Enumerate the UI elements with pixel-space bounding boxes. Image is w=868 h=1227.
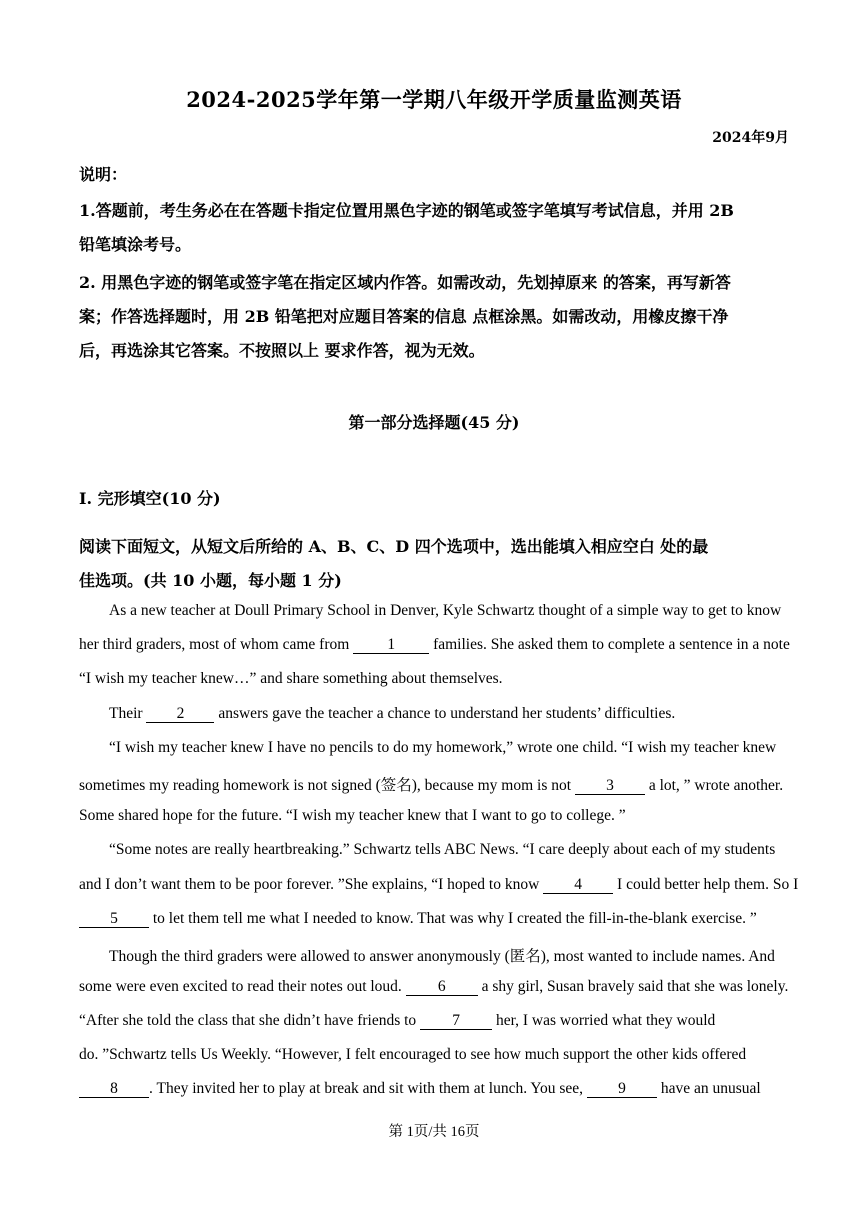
answer-blank: 8 xyxy=(79,1081,149,1098)
passage-line xyxy=(79,910,791,928)
passage-line xyxy=(79,739,791,757)
passage-text: families. She asked them to complete a sentence in a note xyxy=(429,636,790,653)
passage-line xyxy=(79,670,791,688)
passage-text: Though the third graders were allowed to answer anonymously (匿名), most wanted to include names. And xyxy=(109,948,775,965)
part-one-title: 第一部分选择题(45 分) xyxy=(348,413,520,432)
passage-line xyxy=(79,978,791,996)
passage-text: “Some notes are really heartbreaking.” Schwartz tells ABC News. “I care deeply about each of my students xyxy=(109,841,776,858)
passage-text: to let them tell me what I needed to know. That was why I created the fill-in-the-blank exercise. ” xyxy=(149,910,757,927)
instruction-line: 案；作答选择题时，用 2B 铅笔把对应题目答案的信息 点框涂黑。如需改动，用橡皮擦干净 xyxy=(79,307,729,326)
passage-text: I could better help them. So I xyxy=(613,876,799,893)
passage-line xyxy=(79,944,791,966)
passage-text: a shy girl, Susan bravely said that she was lonely. xyxy=(477,978,789,995)
answer-blank: 5 xyxy=(79,911,149,928)
passage-line xyxy=(79,807,791,825)
exam-date: 2024年9月 xyxy=(712,130,789,146)
passage-text: have an unusual xyxy=(656,1080,761,1097)
passage-text: Some shared hope for the future. “I wish my teacher knew that I want to go to college. ” xyxy=(79,807,626,824)
passage-text: sometimes my reading homework is not signed (签名), because my mom is not xyxy=(79,777,575,794)
passage-text: “After she told the class that she didn’t have friends to xyxy=(79,1012,421,1029)
answer-blank: 1 xyxy=(353,637,429,654)
passage-text: . They invited her to play at break and sit with them at lunch. You see, xyxy=(149,1080,587,1097)
answer-blank: 4 xyxy=(543,877,613,894)
passage-text: “I wish my teacher knew I have no pencils to do my homework,” wrote one child. “I wish my teacher knew xyxy=(109,739,777,756)
passage-text: her third graders, most of whom came from xyxy=(79,636,354,653)
instructions-heading: 说明： xyxy=(79,165,128,184)
passage-line xyxy=(79,841,791,859)
instruction-line: 1.答题前，考生务必在在答题卡指定位置用黑色字迹的钢笔或签字笔填写考试信息，并用 2B xyxy=(79,201,734,220)
passage-line xyxy=(79,1012,791,1030)
answer-blank: 9 xyxy=(587,1081,657,1098)
instruction-line: 铅笔填涂考号。 xyxy=(79,235,192,254)
answer-blank: 6 xyxy=(406,979,478,996)
passage-line xyxy=(79,705,791,723)
page-footer: 第 1页/共 16页 xyxy=(388,1124,480,1140)
direction-line: 佳选项。(共 10 小题，每小题 1 分) xyxy=(79,571,342,590)
instruction-line: 后，再选涂其它答案。不按照以上 要求作答，视为无效。 xyxy=(79,341,485,360)
answer-blank: 2 xyxy=(146,706,214,723)
answer-blank: 7 xyxy=(420,1013,492,1030)
passage-text: do. ”Schwartz tells Us Weekly. “However, I felt encouraged to see how much support the other kids offered xyxy=(79,1046,747,1063)
passage-line xyxy=(79,876,799,894)
passage-line xyxy=(79,636,791,654)
answer-blank: 3 xyxy=(575,778,645,795)
passage-line xyxy=(79,1046,791,1064)
exam-title: 2024-2025学年第一学期八年级开学质量监测英语 xyxy=(186,87,682,112)
passage-line xyxy=(79,602,791,620)
passage-text: her, I was worried what they would xyxy=(492,1012,716,1029)
section-heading: I. 完形填空(10 分) xyxy=(79,489,221,508)
passage-text: a lot, ” wrote another. xyxy=(644,777,784,794)
passage-line xyxy=(79,773,791,795)
passage-text: some were even excited to read their notes out loud. xyxy=(79,978,406,995)
passage-line xyxy=(79,1080,791,1098)
passage-text: Their xyxy=(109,705,147,722)
passage-text: and I don’t want them to be poor forever. ”She explains, “I hoped to know xyxy=(79,876,544,893)
passage-text: As a new teacher at Doull Primary School in Denver, Kyle Schwartz thought of a simple way to get to know xyxy=(109,602,782,619)
instruction-line: 2. 用黑色字迹的钢笔或签字笔在指定区域内作答。如需改动，先划掉原来 的答案，再写新答 xyxy=(79,273,731,292)
passage-text: “I wish my teacher knew…” and share something about themselves. xyxy=(79,670,503,687)
passage-text: answers gave the teacher a chance to understand her students’ difficulties. xyxy=(214,705,676,722)
direction-line: 阅读下面短文，从短文后所给的 A、B、C、D 四个选项中，选出能填入相应空白 处的最 xyxy=(79,537,709,556)
